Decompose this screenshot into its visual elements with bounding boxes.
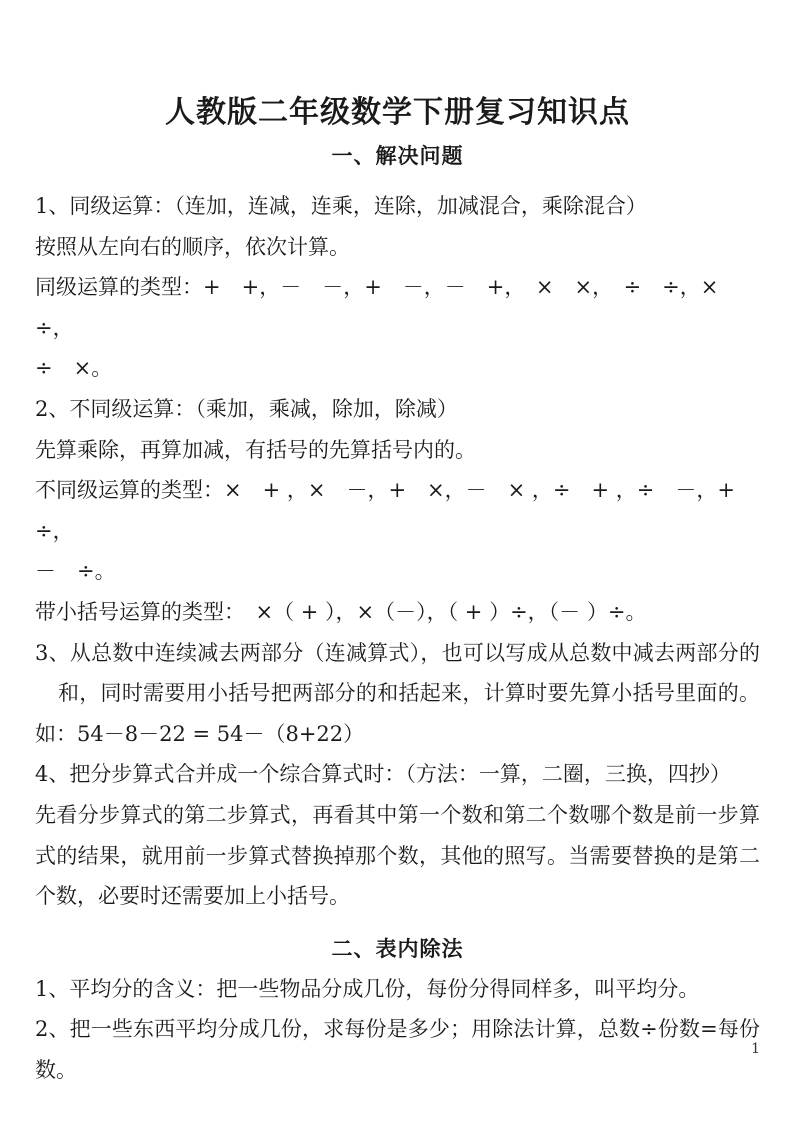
- paragraph-line: ÷ ×。: [35, 356, 113, 381]
- paragraph-line: 2、不同级运算：（乘加，乘减，除加，除减）: [35, 396, 458, 421]
- page-number: 1: [751, 1041, 760, 1057]
- paragraph-line: 4、把分步算式合并成一个综合算式时：（方法：一算，二圈，三换，四抄）: [35, 762, 731, 787]
- paragraph-line: 按照从左向右的顺序，依次计算。: [35, 234, 350, 259]
- paragraph-line: 个数，必要时还需要加上小括号。: [35, 884, 350, 909]
- document-title: 人教版二年级数学下册复习知识点: [165, 95, 630, 130]
- paragraph-line: 同级运算的类型：+ +，－ －，+ －，－ +， × ×， ÷ ÷，× ÷，: [35, 275, 740, 340]
- section-heading-problem-solving: 一、解决问题: [331, 143, 464, 168]
- paragraph-line: 1、同级运算：（连加，连减，连乘，连除，加减混合，乘除混合）: [35, 194, 647, 218]
- paragraph-line: 不同级运算的类型：× + ，× －，+ ×，－ × ，÷ + ，÷ －，+ ÷，: [35, 478, 756, 543]
- paragraph-line: 先看分步算式的第二步算式，再看其中第一个数和第二个数哪个数是前一步算: [35, 802, 760, 827]
- section-1-body: [35, 186, 760, 917]
- section-2-body: [35, 969, 760, 1091]
- paragraph-line: － ÷。: [35, 559, 116, 584]
- paragraph-line: 如：54－8－22 = 54－（8+22）: [35, 721, 365, 746]
- paragraph-line: 数。: [35, 1057, 77, 1082]
- paragraph-line: 3、从总数中连续减去两部分（连减算式），也可以写成从总数中减去两部分的: [35, 640, 760, 665]
- paragraph-line: 和，同时需要用小括号把两部分的和括起来，计算时要先算小括号里面的。: [58, 681, 760, 706]
- paragraph-line: 1、平均分的含义：把一些物品分成几份，每份分得同样多，叫平均分。: [35, 976, 700, 1001]
- paragraph-line: 先算乘除，再算加减，有括号的先算括号内的。: [35, 437, 476, 462]
- paragraph-line: 带小括号运算的类型： ×（ + ），×（－），（ + ）÷，（－ ）÷。: [35, 599, 647, 624]
- paragraph-line: 2、把一些东西平均分成几份，求每份是多少；用除法计算，总数÷份数=每份: [35, 1017, 760, 1042]
- section-heading-division-tables: 二、表内除法: [331, 935, 464, 961]
- paragraph-line: 式的结果，就用前一步算式替换掉那个数，其他的照写。当需要替换的是第二: [35, 843, 760, 868]
